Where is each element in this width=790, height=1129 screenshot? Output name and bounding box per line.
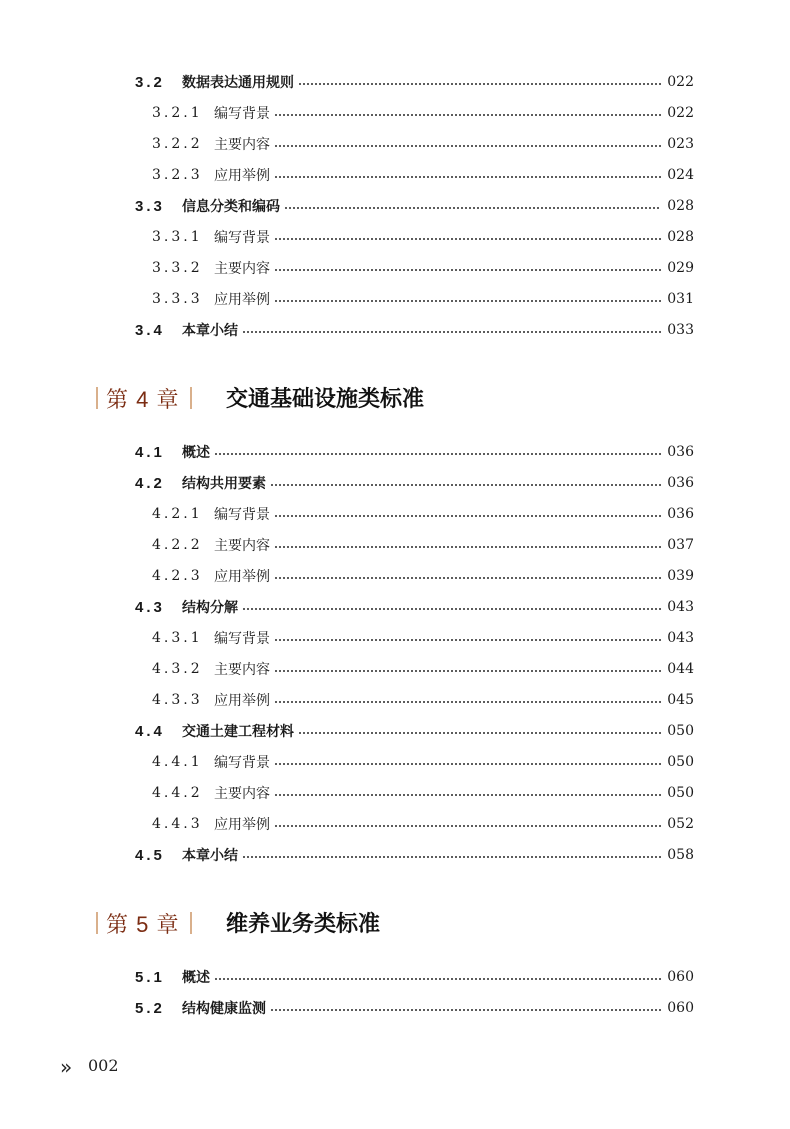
entry-number: 4.5: [135, 846, 165, 864]
entry-title: 结构分解: [182, 599, 238, 615]
entry-page: 045: [667, 692, 694, 708]
entry-page: 060: [667, 969, 694, 985]
entry-number: 4.3.1: [152, 630, 203, 646]
page-number: 002: [88, 1056, 119, 1075]
entry-page: 037: [667, 537, 694, 553]
entry-number: 5.1: [135, 968, 165, 986]
entry-title: 应用举例: [214, 292, 270, 308]
toc-subsection-entry[interactable]: [0, 751, 790, 773]
entry-title: 本章小结: [182, 847, 238, 863]
dot-leader: [274, 670, 661, 672]
dot-leader: [274, 114, 661, 116]
entry-number: 3.2.2: [152, 136, 203, 152]
entry-title: 应用举例: [214, 569, 270, 585]
entry-page: 029: [667, 260, 694, 276]
dot-leader: [274, 515, 661, 517]
toc-subsection-entry[interactable]: [0, 627, 790, 649]
entry-page: 058: [667, 847, 694, 863]
entry-number: 3.3.1: [152, 229, 203, 245]
entry-number: 3.2.1: [152, 105, 203, 121]
entry-title: 概述: [182, 969, 210, 985]
toc-subsection-entry[interactable]: [0, 689, 790, 711]
entry-title: 应用举例: [214, 168, 270, 184]
chapter-label: 第 4 章: [106, 387, 180, 412]
dot-leader: [242, 331, 661, 333]
entry-number: 4.3.2: [152, 661, 203, 677]
dot-leader: [274, 269, 661, 271]
dot-leader: [274, 794, 661, 796]
entry-number: 4.4: [135, 722, 165, 740]
toc-section-entry[interactable]: [0, 441, 790, 463]
entry-title: 本章小结: [182, 322, 238, 338]
toc-subsection-entry[interactable]: [0, 503, 790, 525]
entry-page: 052: [667, 816, 694, 832]
entry-page: 043: [667, 630, 694, 646]
entry-title: 主要内容: [214, 538, 270, 554]
toc-section-entry[interactable]: [0, 997, 790, 1019]
entry-title: 交通土建工程材料: [182, 723, 294, 739]
toc-section-entry[interactable]: [0, 966, 790, 988]
dot-leader: [214, 453, 661, 455]
dot-leader: [274, 639, 661, 641]
chapter-label: 第 5 章: [106, 912, 180, 937]
entry-number: 4.4.3: [152, 816, 203, 832]
toc-section-entry[interactable]: [0, 844, 790, 866]
entry-page: 031: [667, 291, 694, 307]
entry-number: 4.3: [135, 598, 165, 616]
entry-page: 023: [667, 136, 694, 152]
toc-subsection-entry[interactable]: [0, 257, 790, 279]
toc-subsection-entry[interactable]: [0, 164, 790, 186]
entry-title: 信息分类和编码: [182, 198, 280, 214]
entry-number: 3.3.3: [152, 291, 203, 307]
entry-number: 4.3.3: [152, 692, 203, 708]
entry-title: 应用举例: [214, 693, 270, 709]
entry-number: 4.2.2: [152, 537, 203, 553]
entry-page: 036: [667, 506, 694, 522]
entry-page: 043: [667, 599, 694, 615]
chapter-bar-left: [96, 912, 98, 934]
dot-leader: [298, 83, 661, 85]
chapter-title: 交通基础设施类标准: [226, 386, 425, 412]
entry-page: 036: [667, 475, 694, 491]
entry-page: 044: [667, 661, 694, 677]
toc-subsection-entry[interactable]: [0, 658, 790, 680]
entry-title: 数据表达通用规则: [182, 74, 294, 90]
dot-leader: [274, 145, 661, 147]
entry-number: 3.2.3: [152, 167, 203, 183]
entry-title: 主要内容: [214, 786, 270, 802]
dot-leader: [270, 1009, 661, 1011]
dot-leader: [274, 546, 661, 548]
entry-page: 028: [667, 198, 694, 214]
toc-subsection-entry[interactable]: [0, 133, 790, 155]
chapter-bar-right: [190, 387, 192, 409]
toc-subsection-entry[interactable]: [0, 782, 790, 804]
entry-number: 3.3.2: [152, 260, 203, 276]
toc-subsection-entry[interactable]: [0, 534, 790, 556]
entry-title: 概述: [182, 444, 210, 460]
dot-leader: [274, 238, 661, 240]
entry-number: 4.4.2: [152, 785, 203, 801]
chapter-heading: [0, 383, 790, 415]
entry-title: 结构健康监测: [182, 1000, 266, 1016]
toc-section-entry[interactable]: [0, 319, 790, 341]
chapter-heading: [0, 908, 790, 940]
dot-leader: [274, 701, 661, 703]
toc-section-entry[interactable]: [0, 195, 790, 217]
dot-leader: [242, 856, 661, 858]
dot-leader: [284, 207, 661, 209]
toc-section-entry[interactable]: [0, 472, 790, 494]
toc-subsection-entry[interactable]: [0, 565, 790, 587]
toc-section-entry[interactable]: [0, 596, 790, 618]
entry-page: 060: [667, 1000, 694, 1016]
toc-subsection-entry[interactable]: [0, 813, 790, 835]
entry-title: 编写背景: [214, 631, 270, 647]
entry-page: 022: [667, 105, 694, 121]
entry-number: 4.2.1: [152, 506, 203, 522]
entry-number: 3.3: [135, 197, 165, 215]
chapter-title: 维养业务类标准: [226, 911, 381, 937]
entry-title: 编写背景: [214, 106, 270, 122]
toc-subsection-entry[interactable]: [0, 288, 790, 310]
chapter-bar-left: [96, 387, 98, 409]
entry-page: 050: [667, 754, 694, 770]
entry-number: 4.1: [135, 443, 165, 461]
entry-title: 主要内容: [214, 137, 270, 153]
dot-leader: [274, 825, 661, 827]
entry-page: 050: [667, 785, 694, 801]
entry-title: 编写背景: [214, 507, 270, 523]
toc-subsection-entry[interactable]: [0, 102, 790, 124]
entry-page: 028: [667, 229, 694, 245]
entry-title: 主要内容: [214, 662, 270, 678]
dot-leader: [274, 577, 661, 579]
entry-title: 编写背景: [214, 755, 270, 771]
toc-section-entry[interactable]: [0, 720, 790, 742]
dot-leader: [274, 300, 661, 302]
entry-page: 033: [667, 322, 694, 338]
entry-page: 022: [667, 74, 694, 90]
dot-leader: [214, 978, 661, 980]
entry-page: 039: [667, 568, 694, 584]
entry-number: 4.2: [135, 474, 165, 492]
dot-leader: [298, 732, 661, 734]
entry-title: 编写背景: [214, 230, 270, 246]
entry-number: 5.2: [135, 999, 165, 1017]
entry-page: 050: [667, 723, 694, 739]
entry-number: 4.4.1: [152, 754, 203, 770]
entry-number: 3.4: [135, 321, 165, 339]
toc-section-entry[interactable]: [0, 71, 790, 93]
dot-leader: [274, 763, 661, 765]
entry-title: 主要内容: [214, 261, 270, 277]
entry-number: 4.2.3: [152, 568, 203, 584]
double-chevron-icon: »: [60, 1055, 69, 1079]
entry-number: 3.2: [135, 73, 165, 91]
toc-subsection-entry[interactable]: [0, 226, 790, 248]
dot-leader: [274, 176, 661, 178]
entry-page: 036: [667, 444, 694, 460]
dot-leader: [270, 484, 661, 486]
chapter-bar-right: [190, 912, 192, 934]
entry-title: 结构共用要素: [182, 475, 266, 491]
entry-page: 024: [667, 167, 694, 183]
entry-title: 应用举例: [214, 817, 270, 833]
dot-leader: [242, 608, 661, 610]
